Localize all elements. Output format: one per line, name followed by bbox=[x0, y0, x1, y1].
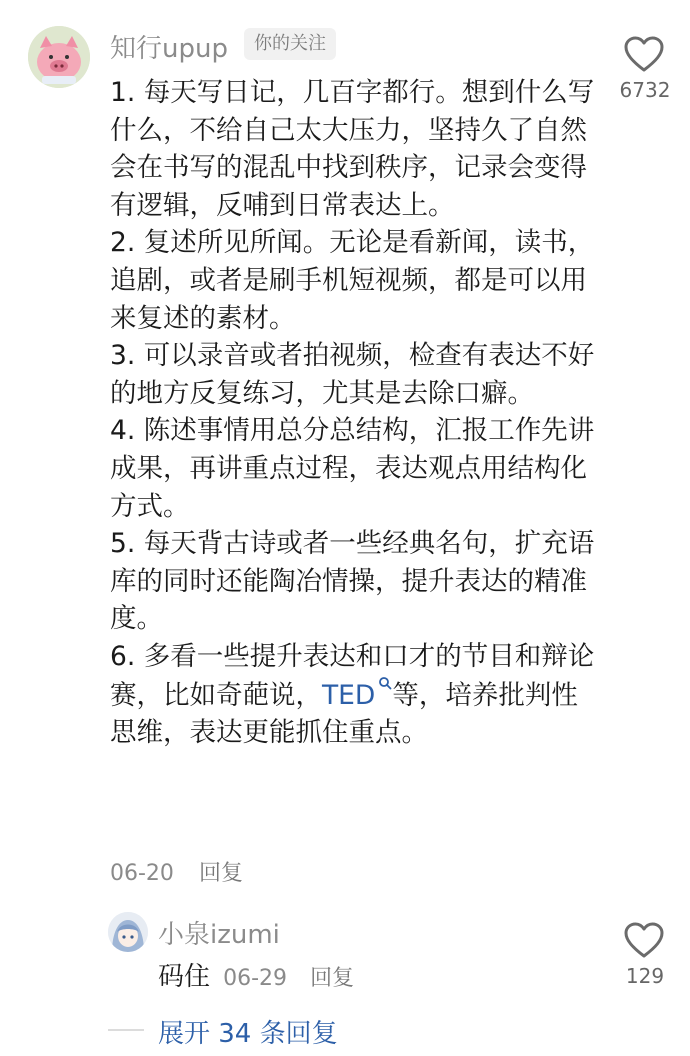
reply-like-button[interactable] bbox=[622, 920, 666, 960]
avatar[interactable] bbox=[28, 26, 90, 88]
ted-search-link[interactable] bbox=[322, 680, 392, 711]
reply-like-count: 129 bbox=[625, 964, 665, 988]
anime-avatar-icon bbox=[108, 912, 148, 952]
divider bbox=[108, 1029, 144, 1031]
comment-paragraph-2: 2. 复述所见所闻。无论是看新闻，读书，追剧，或者是刷手机短视频，都是可以用来复述的素材。 bbox=[110, 227, 595, 334]
paragraph-6-text-before: 6. 多看一些提升表达和口才的节目和辩论赛，比如奇葩说， bbox=[110, 640, 595, 711]
comment-date: 06-20 bbox=[110, 861, 174, 886]
expand-replies-button[interactable]: 展开 34 条回复 bbox=[158, 1019, 338, 1049]
comment-paragraph-3: 3. 可以录音或者拍视频，检查有表达不好的地方反复练习，尤其是去除口癖。 bbox=[110, 340, 595, 409]
comment-paragraph-6 bbox=[110, 638, 596, 752]
search-icon bbox=[378, 676, 392, 690]
comment-paragraph-1: 1. 每天写日记，几百字都行。想到什么写什么，不给自己太大压力，坚持久了自然会在书写的混乱中找到秩序，记录会变得有逻辑，反哺到日常表达上。 bbox=[110, 77, 595, 221]
ted-link-text: TED bbox=[322, 679, 376, 711]
reply-text: 码住 bbox=[158, 962, 211, 992]
reply-date: 06-29 bbox=[223, 966, 288, 991]
comment-paragraph-5: 5. 每天背古诗或者一些经典名句，扩充语库的同时还能陶冶情操，提升表达的精准度。 bbox=[110, 528, 595, 635]
paragraph-6-text-after: 等，培养批判性思维，表达更能抓住重点。 bbox=[110, 679, 578, 749]
username[interactable]: 知行upup bbox=[110, 34, 228, 64]
follow-badge: 你的关注 bbox=[244, 28, 336, 60]
comment-body bbox=[110, 74, 596, 752]
pig-avatar-icon bbox=[28, 26, 90, 88]
reply-avatar[interactable] bbox=[108, 912, 148, 952]
reply-content bbox=[158, 956, 354, 993]
reply-button[interactable]: 回复 bbox=[198, 861, 243, 886]
heart-icon bbox=[622, 920, 666, 960]
comment-meta bbox=[110, 856, 243, 887]
like-button[interactable] bbox=[622, 34, 666, 74]
comment-paragraph-4: 4. 陈述事情用总分总结构，汇报工作先讲成果，再讲重点过程，表达观点用结构化方式。 bbox=[110, 415, 595, 522]
reply-username[interactable]: 小泉izumi bbox=[158, 920, 280, 950]
reply-reply-button[interactable]: 回复 bbox=[310, 966, 355, 991]
heart-icon bbox=[622, 34, 666, 74]
like-count: 6732 bbox=[619, 78, 671, 102]
